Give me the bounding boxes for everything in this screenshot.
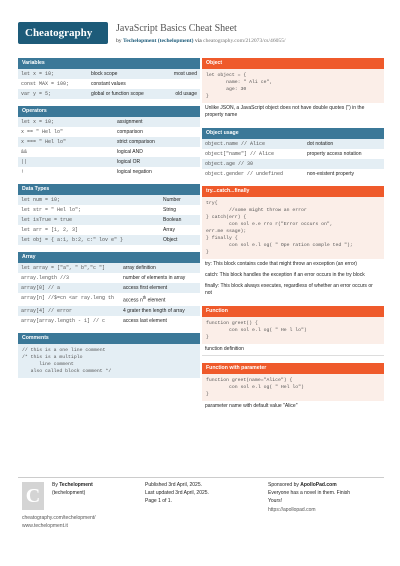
function-param-code: function greet(name="Alice") { con sol e.l og( " Hel lo") } — [202, 374, 384, 401]
array-section — [18, 252, 200, 326]
author-handle: (techelopment) — [52, 490, 86, 496]
code-cell: object.gender // undefined — [202, 169, 304, 179]
data-types-section — [18, 184, 200, 245]
page-count: Page 1 of 1. — [145, 498, 172, 504]
function-heading: Function — [202, 306, 384, 317]
table-row — [18, 283, 200, 293]
operators-heading: Operators — [18, 106, 200, 117]
note-cell: most used — [163, 69, 200, 79]
comments-code: // this is a one line comment /* this is a multiplo line comment also called block comment */ — [18, 344, 200, 378]
code-cell: object.name // Alice — [202, 139, 304, 149]
desc-cell: access last element — [120, 316, 200, 326]
code-cell: array[array.length - 1] // c — [18, 316, 120, 326]
function-param-caption: parameter name with default value "Alice" — [205, 403, 298, 409]
code-cell: let obj = { a:1, b:2, c:" lov e" } — [18, 235, 160, 245]
desc-cell: access first element — [120, 283, 200, 293]
desc-cell: access $n^{th}$ element — [120, 293, 200, 306]
object-usage-heading: Object usage — [202, 128, 384, 139]
data-types-heading: Data Types — [18, 184, 200, 195]
code-cell: ! — [18, 167, 114, 177]
variables-table — [18, 69, 200, 99]
code-cell: let x = 10; — [18, 69, 88, 79]
desc-cell: property access notation — [304, 149, 384, 159]
table-row — [18, 306, 200, 316]
sponsor-url[interactable]: https://apollopad.com — [268, 507, 316, 513]
object-code: let object = { name: " Ali ce", age: 30 } — [202, 69, 384, 103]
table-row — [18, 316, 200, 326]
author-website-link[interactable]: www.techelopment.it — [22, 523, 68, 529]
desc-cell: logical OR — [114, 157, 200, 167]
by-prefix: by — [116, 38, 122, 44]
published-date: Published 3rd April, 2025. — [145, 482, 202, 488]
left-column — [18, 58, 200, 385]
desc-cell: logical AND — [114, 147, 200, 157]
desc-cell: comparison — [114, 127, 200, 137]
object-heading: Object — [202, 58, 384, 69]
desc-cell: assignment — [114, 117, 200, 127]
code-cell: var y = 5; — [18, 89, 88, 99]
byline — [116, 38, 286, 44]
page-title: JavaScript Basics Cheat Sheet — [116, 23, 237, 34]
table-row — [18, 147, 200, 157]
code-cell: array.length //3 — [18, 273, 120, 283]
sponsor-line — [268, 482, 337, 489]
page-footer — [18, 477, 384, 537]
table-row — [18, 215, 200, 225]
object-note: Unlike JSON, a JavaScript object does not have double quotes (") in the property name — [202, 103, 384, 121]
right-column — [202, 58, 384, 419]
try-note: try: This block contains code that might throw an exception (an error) — [202, 259, 384, 270]
table-row — [18, 137, 200, 147]
sponsor-prefix: Sponsored by — [268, 482, 299, 488]
object-usage-table — [202, 139, 384, 179]
code-cell: let array = ["a", " b","c "] — [18, 263, 120, 273]
code-cell: object["name"] // Alice — [202, 149, 304, 159]
author-link[interactable]: Techelopment (techelopment) — [123, 38, 194, 44]
code-cell: && — [18, 147, 114, 157]
table-row — [18, 205, 200, 215]
type-cell: Array — [160, 225, 200, 235]
desc-cell: global or function scope — [88, 89, 163, 99]
function-section — [202, 306, 384, 356]
author-avatar[interactable]: C — [22, 482, 44, 510]
table-row — [18, 225, 200, 235]
table-row — [202, 169, 384, 179]
footer-author-link[interactable]: Techelopment — [59, 482, 93, 488]
table-row — [18, 293, 200, 306]
desc-cell: logical negation — [114, 167, 200, 177]
table-row — [202, 159, 384, 169]
function-code: function greet() { con sol e.l og( " He l lo") } — [202, 317, 384, 344]
type-cell: Boolean — [160, 215, 200, 225]
author-line — [52, 482, 93, 489]
data-types-table — [18, 195, 200, 245]
code-cell: array[4] // error — [18, 306, 120, 316]
updated-date: Last updated 3rd April, 2025. — [145, 490, 209, 496]
catch-note: catch: This block handles the exception if an error occurs in the try block — [202, 270, 384, 281]
note-cell: old usage — [163, 89, 200, 99]
code-cell: let isTrue = true — [18, 215, 160, 225]
code-cell: || — [18, 157, 114, 167]
array-heading: Array — [18, 252, 200, 263]
table-row — [18, 167, 200, 177]
try-catch-section — [202, 186, 384, 299]
note-cell — [163, 79, 200, 89]
sponsor-tagline: Everyone has a novel in them. Finish — [268, 490, 350, 496]
function-param-section — [202, 363, 384, 412]
author-profile-link[interactable]: cheatography.com/techelopment/ — [22, 515, 96, 521]
object-usage-section — [202, 128, 384, 179]
type-cell: String — [160, 205, 200, 215]
desc-cell: block scope — [88, 69, 163, 79]
desc-cell: non-existent property — [304, 169, 384, 179]
type-cell: Number — [160, 195, 200, 205]
code-cell: let str = " Hel lo"; — [18, 205, 160, 215]
comments-section — [18, 333, 200, 378]
try-catch-code: try{ //some might throw an error } catch(err) { con sol e.e rro r("Error occurs on", err.me ssage); } finally { con sol e.l og( " Ope ration comple ted "); } — [202, 197, 384, 259]
function-caption: function definition — [202, 344, 384, 356]
table-row — [202, 149, 384, 159]
sponsor-tagline-2: Yours! — [268, 498, 282, 504]
table-row — [18, 79, 200, 89]
array-table — [18, 263, 200, 326]
code-cell: x == " Hel lo" — [18, 127, 114, 137]
cheatography-logo[interactable]: Cheatography — [18, 22, 108, 44]
desc-cell: strict comparison — [114, 137, 200, 147]
code-cell: let arr = [1, 2, 3] — [18, 225, 160, 235]
desc-cell: number of elements in array — [120, 273, 200, 283]
code-cell: array[0] // a — [18, 283, 120, 293]
operators-table — [18, 117, 200, 177]
by-label: By — [52, 482, 58, 488]
page-header — [0, 0, 400, 52]
code-cell: array[n] //$=cn <ar ray.leng th — [18, 293, 120, 306]
desc-cell — [304, 159, 384, 169]
variables-section — [18, 58, 200, 99]
code-cell: object.age // 30 — [202, 159, 304, 169]
table-row — [18, 69, 200, 79]
code-cell: let num = 10; — [18, 195, 160, 205]
table-row — [18, 127, 200, 137]
code-cell: x === " Hel lo" — [18, 137, 114, 147]
nth-superscript: th — [142, 295, 147, 300]
operators-section — [18, 106, 200, 177]
via-label: via — [194, 38, 202, 44]
desc-cell: dot notation — [304, 139, 384, 149]
comments-heading: Comments — [18, 333, 200, 344]
type-cell: Object — [160, 235, 200, 245]
table-row — [18, 235, 200, 245]
sponsor-link[interactable]: ApolloPad.com — [300, 482, 337, 488]
desc-cell: array definition — [120, 263, 200, 273]
sheet-url[interactable]: cheatography.com/212073/cs/46055/ — [203, 38, 286, 44]
try-catch-heading: try...catch...finally — [202, 186, 384, 197]
desc-cell: 4 grater then length of array — [120, 306, 200, 316]
table-row — [18, 89, 200, 99]
table-row — [18, 263, 200, 273]
table-row — [202, 139, 384, 149]
table-row — [18, 117, 200, 127]
code-cell: const MAX = 100; — [18, 79, 88, 89]
code-cell: let x = 10; — [18, 117, 114, 127]
function-param-heading: Function with parameter — [202, 363, 384, 374]
table-row — [18, 157, 200, 167]
table-row — [18, 273, 200, 283]
finally-note: finally: This block always executes, regardless of whether an error occurs or not — [202, 281, 384, 299]
object-section — [202, 58, 384, 121]
table-row — [18, 195, 200, 205]
variables-heading: Variables — [18, 58, 200, 69]
desc-cell: constant values — [88, 79, 163, 89]
